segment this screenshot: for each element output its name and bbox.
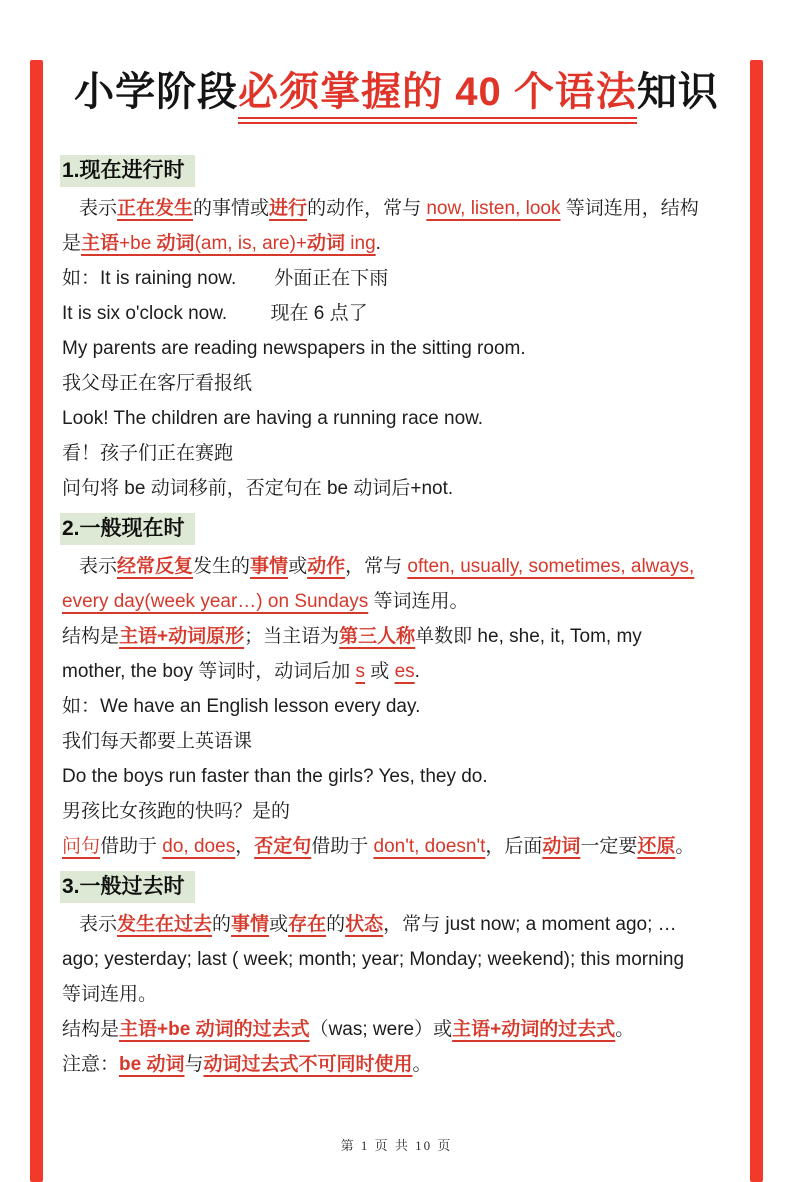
grammar-section — [62, 511, 751, 864]
text-segment: ， — [235, 836, 255, 857]
text-line — [62, 191, 751, 226]
text-line — [62, 689, 751, 724]
text-segment: 我父母正在客厅看报纸 — [62, 373, 253, 394]
text-line — [62, 619, 751, 654]
grammar-section — [62, 153, 751, 506]
text-segment: 表示 — [79, 914, 118, 935]
text-segment: 主语+动词的过去式 — [452, 1019, 616, 1040]
text-segment: 动词 — [307, 233, 346, 254]
text-segment: It is six o'clock now. 现在 6 点了 — [62, 303, 368, 324]
text-segment: 是 — [62, 233, 82, 254]
text-segment: don't, doesn't — [373, 836, 486, 857]
text-segment: 或 — [365, 661, 395, 682]
text-segment: often, usually, sometimes, always, — [407, 556, 695, 577]
text-segment: 事情 — [250, 556, 289, 577]
text-segment: 。 — [615, 1019, 635, 1040]
content — [62, 153, 751, 1082]
text-segment: 还原 — [637, 836, 676, 857]
text-segment: 我们每天都要上英语课 — [62, 731, 253, 752]
text-segment: 动作 — [307, 556, 346, 577]
text-segment: 否定句 — [254, 836, 312, 857]
text-segment: 等词连用，结构 — [560, 198, 699, 219]
text-segment: My parents are reading newspapers in the sitting room. — [62, 338, 526, 359]
text-segment: 发生在过去 — [117, 914, 213, 935]
text-segment: 的事情或 — [193, 198, 270, 219]
text-line — [62, 907, 751, 942]
text-segment: 进行 — [269, 198, 308, 219]
text-segment: 单数即 he, she, it, Tom, my — [415, 626, 642, 647]
text-segment: es — [394, 661, 415, 682]
text-segment: 借助于 — [100, 836, 163, 857]
text-segment: 等词连用。 — [62, 984, 158, 1005]
text-segment: (am, is, are)+ — [194, 233, 308, 254]
text-segment: 如：It is raining now. 外面正在下雨 — [62, 268, 389, 289]
text-segment: ing — [345, 233, 376, 254]
text-segment: be 动词 — [119, 1054, 185, 1075]
text-segment: 发生的 — [193, 556, 251, 577]
title-part: 小学阶段 — [74, 70, 239, 114]
text-segment: 一定要 — [580, 836, 638, 857]
text-segment: 男孩比女孩跑的快吗？是的 — [62, 801, 291, 822]
text-segment: ；当主语为 — [244, 626, 340, 647]
text-line — [62, 942, 751, 977]
text-segment: 问句 — [62, 836, 101, 857]
text-segment: 或 — [288, 556, 308, 577]
text-line — [62, 226, 751, 261]
text-segment: ago; yesterday; last ( week; month; year; Monday; weekend); this morning — [62, 949, 685, 970]
text-segment: 注意： — [62, 1054, 120, 1075]
text-segment: +be — [119, 233, 157, 254]
text-line — [62, 724, 751, 759]
text-segment: 主语+be 动词的过去式 — [119, 1019, 310, 1040]
text-segment: 或 — [433, 1019, 453, 1040]
text-segment: 的 — [326, 914, 346, 935]
text-segment: 。 — [675, 836, 695, 857]
text-segment: 借助于 — [311, 836, 374, 857]
text-line — [62, 261, 751, 296]
text-segment: . — [414, 661, 420, 682]
title-highlight: 必须掌握的 40 个语法 — [238, 70, 637, 124]
text-segment: ，常与 — [345, 556, 408, 577]
text-segment: 主语+动词原形 — [119, 626, 245, 647]
text-segment: 表示 — [79, 556, 118, 577]
text-segment: 状态 — [345, 914, 384, 935]
text-line — [62, 401, 751, 436]
text-line — [62, 436, 751, 471]
text-segment: 如：We have an English lesson every day. — [62, 696, 421, 717]
text-line — [62, 759, 751, 794]
text-line — [62, 366, 751, 401]
text-segment: 动词过去式不可同时使用 — [203, 1054, 413, 1075]
section-heading: 2.一般现在时 — [60, 513, 195, 545]
text-segment: 事情 — [231, 914, 270, 935]
text-line — [62, 794, 751, 829]
text-segment: every day(week year…) on Sundays — [62, 591, 369, 612]
text-segment: 动词 — [542, 836, 581, 857]
text-line — [62, 296, 751, 331]
text-segment: 结构是 — [62, 626, 120, 647]
text-line — [62, 654, 751, 689]
text-segment: ，后面 — [485, 836, 543, 857]
text-segment: 问句将 be 动词移前，否定句在 be 动词后+not. — [62, 478, 454, 499]
section-heading: 1.现在进行时 — [60, 155, 195, 187]
text-segment: . — [375, 233, 381, 254]
text-segment: （was; were） — [309, 1019, 434, 1040]
text-segment: 动词 — [156, 233, 195, 254]
text-segment: 看！孩子们正在赛跑 — [62, 443, 234, 464]
text-line — [62, 584, 751, 619]
text-segment: 存在 — [288, 914, 327, 935]
text-line — [62, 977, 751, 1012]
text-line — [62, 471, 751, 506]
text-segment: 第三人称 — [339, 626, 416, 647]
text-segment: 正在发生 — [117, 198, 194, 219]
right-red-bar — [750, 60, 763, 1182]
text-segment: mother, the boy 等词时，动词后加 — [62, 661, 356, 682]
text-segment: Look! The children are having a running race now. — [62, 408, 484, 429]
text-segment: 与 — [184, 1054, 204, 1075]
text-segment: Do the boys run faster than the girls? Yes, they do. — [62, 766, 488, 787]
text-segment: 经常反复 — [117, 556, 194, 577]
title-part: 知识 — [636, 70, 719, 114]
text-line — [62, 1047, 751, 1082]
text-segment: 等词连用。 — [368, 591, 469, 612]
left-red-bar — [30, 60, 43, 1182]
text-segment: 的 — [212, 914, 232, 935]
text-line — [62, 829, 751, 864]
text-segment: do, does — [162, 836, 236, 857]
text-line — [62, 1012, 751, 1047]
text-segment: 。 — [412, 1054, 432, 1075]
grammar-section — [62, 869, 751, 1082]
text-segment: s — [355, 661, 366, 682]
text-segment: 结构是 — [62, 1019, 120, 1040]
page-footer: 第 1 页 共 10 页 — [340, 1138, 453, 1153]
text-segment: ，常与 just now; a moment ago; … — [383, 914, 677, 935]
section-heading: 3.一般过去时 — [60, 871, 195, 903]
text-segment: 的动作，常与 — [307, 198, 427, 219]
page-title — [60, 60, 733, 117]
text-segment: 或 — [269, 914, 289, 935]
text-segment: 主语 — [81, 233, 120, 254]
text-segment: now, listen, look — [426, 198, 561, 219]
text-line — [62, 549, 751, 584]
text-segment: 表示 — [79, 198, 118, 219]
text-line — [62, 331, 751, 366]
